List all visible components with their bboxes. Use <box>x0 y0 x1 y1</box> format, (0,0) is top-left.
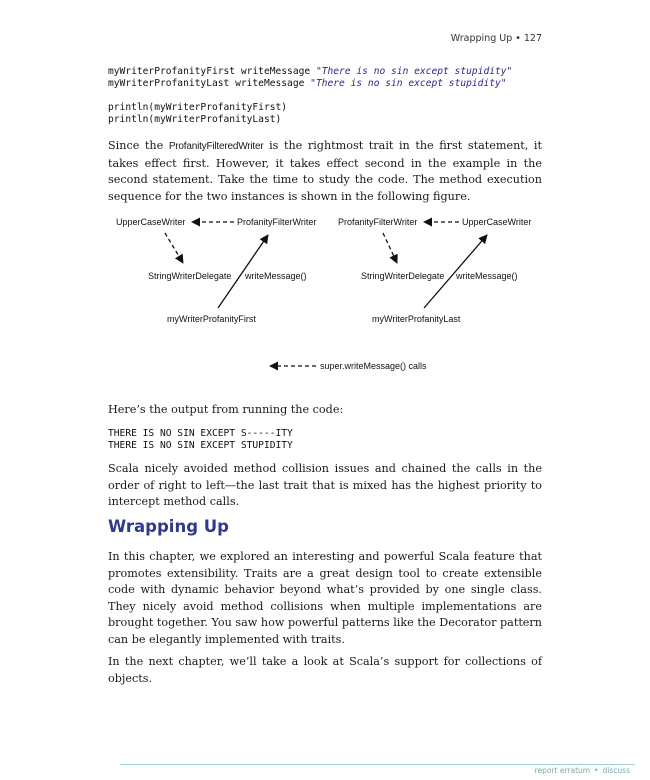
code-line-2: myWriterProfanityLast writeMessage <box>108 78 311 89</box>
discuss-link[interactable]: discuss <box>602 766 630 775</box>
fig-right-top-right-label: UpperCaseWriter <box>462 217 532 227</box>
paragraph-output-intro: Here’s the output from running the code: <box>108 403 344 416</box>
running-header <box>451 33 542 44</box>
paragraph-chapter-summary: In this chapter, we explored an interesting and powerful Scala feature that promotes extensibility. Traits are a great design tool to create extensible code with dynamic behavior beyond what’s provided by one single class. They nicely avoid method collisions when multiple implementations are brought together. You saw how powerful patterns like the Decorator pattern can be elegantly implemented with traits. <box>108 550 542 646</box>
header-title: Wrapping Up <box>450 33 513 44</box>
fig-right-top-left-label: ProfanityFilterWriter <box>338 217 418 227</box>
section-heading: Wrapping Up <box>108 517 229 536</box>
footer-separator: • <box>594 766 599 775</box>
report-erratum-link[interactable]: report erratum <box>534 766 591 775</box>
fig-left-bottom-label: myWriterProfanityFirst <box>167 314 256 324</box>
footer-links <box>533 766 632 775</box>
header-bullet: • <box>515 33 521 44</box>
fig-left-super-call-arrow-2 <box>165 233 183 263</box>
code-block-calls <box>108 66 512 126</box>
output-line-1: THERE IS NO SIN EXCEPT S-----ITY <box>108 428 293 439</box>
fig-right-super-call-arrow-2 <box>383 233 397 263</box>
paragraph-collision-summary: Scala nicely avoided method collision issues and chained the calls in the order of right to left—the last trait that is mixed has the highest priority to intercept method calls. <box>108 462 542 509</box>
fig-right-bottom-label: myWriterProfanityLast <box>372 314 461 324</box>
para1-text-end: is the rightmost trait in the first statement, it takes effect first. However, it takes effect second in the example in the second statement. Take the time to study the code. The method execution sequence for the two instances is shown in the following figure. <box>108 139 542 203</box>
para1-text-start: Since the <box>108 139 169 152</box>
code-block-output <box>108 428 293 452</box>
fig-left-middle-right-label: writeMessage() <box>245 271 307 281</box>
footer-divider <box>120 764 635 765</box>
fig-right-middle-right-label: writeMessage() <box>456 271 518 281</box>
code-string-2: "There is no sin except stupidity" <box>310 78 507 89</box>
page-number: 127 <box>523 33 542 44</box>
code-string-1: "There is no sin except stupidity" <box>315 66 513 77</box>
fig-right-middle-left-label: StringWriterDelegate <box>361 271 445 281</box>
paragraph-next-chapter: In the next chapter, we’ll take a look at Scala’s support for collections of objects. <box>108 655 542 685</box>
output-line-2: THERE IS NO SIN EXCEPT STUPIDITY <box>108 440 293 451</box>
inline-code-trait: ProfanityFilteredWriter <box>168 141 264 152</box>
code-line-3: println(myWriterProfanityFirst) <box>108 102 288 113</box>
fig-left-top-left-label: UpperCaseWriter <box>116 217 186 227</box>
fig-left-middle-left-label: StringWriterDelegate <box>148 271 232 281</box>
paragraph-execution-order <box>108 138 542 205</box>
code-line-1: myWriterProfanityFirst writeMessage <box>108 66 316 77</box>
fig-left-top-right-label: ProfanityFilterWriter <box>237 217 317 227</box>
fig-legend-label: super.writeMessage() calls <box>320 361 427 371</box>
code-line-4: println(myWriterProfanityLast) <box>108 114 282 125</box>
method-sequence-figure <box>0 205 650 380</box>
